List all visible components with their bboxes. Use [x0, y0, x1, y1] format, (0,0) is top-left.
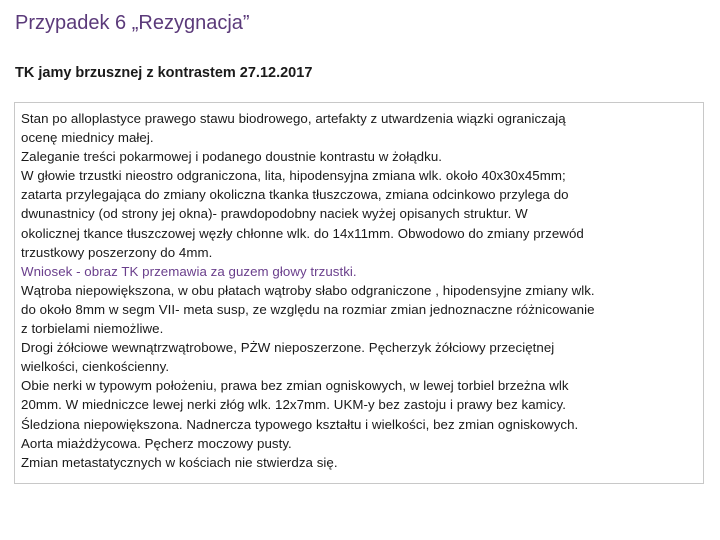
report-line: Wątroba niepowiększona, w obu płatach wątroby słabo odgraniczone , hipodensyjne zmiany wlk. — [21, 282, 595, 298]
report-line: Zaleganie treści pokarmowej i podanego doustnie kontrastu w żołądku. — [21, 149, 443, 165]
report-line: W głowie trzustki nieostro odgraniczona, lita, hipodensyjna zmiana wlk. około 40x30x45mm; — [21, 168, 566, 184]
report-line: wielkości, cienkościenny. — [21, 359, 170, 375]
report-line: ocenę miednicy małej. — [21, 130, 154, 146]
report-line: z torbielami niemożliwe. — [21, 321, 164, 337]
report-line: okolicznej tkance tłuszczowej węzły chłonne wlk. do 14x11mm. Obwodowo do zmiany przewód — [21, 225, 584, 241]
report-line: Drogi żółciowe wewnątrzwątrobowe, PŻW nieposzerzone. Pęcherzyk żółciowy przeciętnej — [21, 340, 555, 356]
report-line: Obie nerki w typowym położeniu, prawa bez zmian ogniskowych, w lewej torbiel brzeżna wlk — [21, 378, 569, 394]
report-line: Zmian metastatycznych w kościach nie stwierdza się. — [21, 454, 338, 470]
report-line: trzustkowy poszerzony do 4mm. — [21, 244, 213, 260]
conclusion-line: Wniosek - obraz TK przemawia za guzem głowy trzustki. — [21, 263, 357, 279]
slide-title: Przypadek 6 „Rezygnacja” — [15, 12, 250, 34]
report-line: Śledziona niepowiększona. Nadnercza typowego kształtu i wielkości, bez zmian ogniskowych. — [21, 416, 579, 432]
report-text-box — [14, 102, 704, 484]
report-line: do około 8mm w segm VII- meta susp, ze względu na rozmiar zmian jednoznaczne różnicowanie — [21, 301, 595, 317]
exam-subtitle: TK jamy brzusznej z kontrastem 27.12.2017 — [15, 65, 313, 81]
report-line: Aorta miażdżycowa. Pęcherz moczowy pusty. — [21, 435, 292, 451]
report-line: Stan po alloplastyce prawego stawu biodrowego, artefakty z utwardzenia wiązki ograniczają — [21, 111, 566, 126]
report-line: zatarta przylegająca do zmiany okoliczna tkanka tłuszczowa, zmiana odcinkowo przylega do — [21, 187, 569, 203]
report-line: 20mm. W miedniczce lewej nerki złóg wlk. 12x7mm. UKM-y bez zastoju i prawy bez kamicy. — [21, 397, 566, 413]
report-line: dwunastnicy (od strony jej okna)- prawdopodobny naciek wyżej opisanych struktur. W — [21, 206, 528, 222]
